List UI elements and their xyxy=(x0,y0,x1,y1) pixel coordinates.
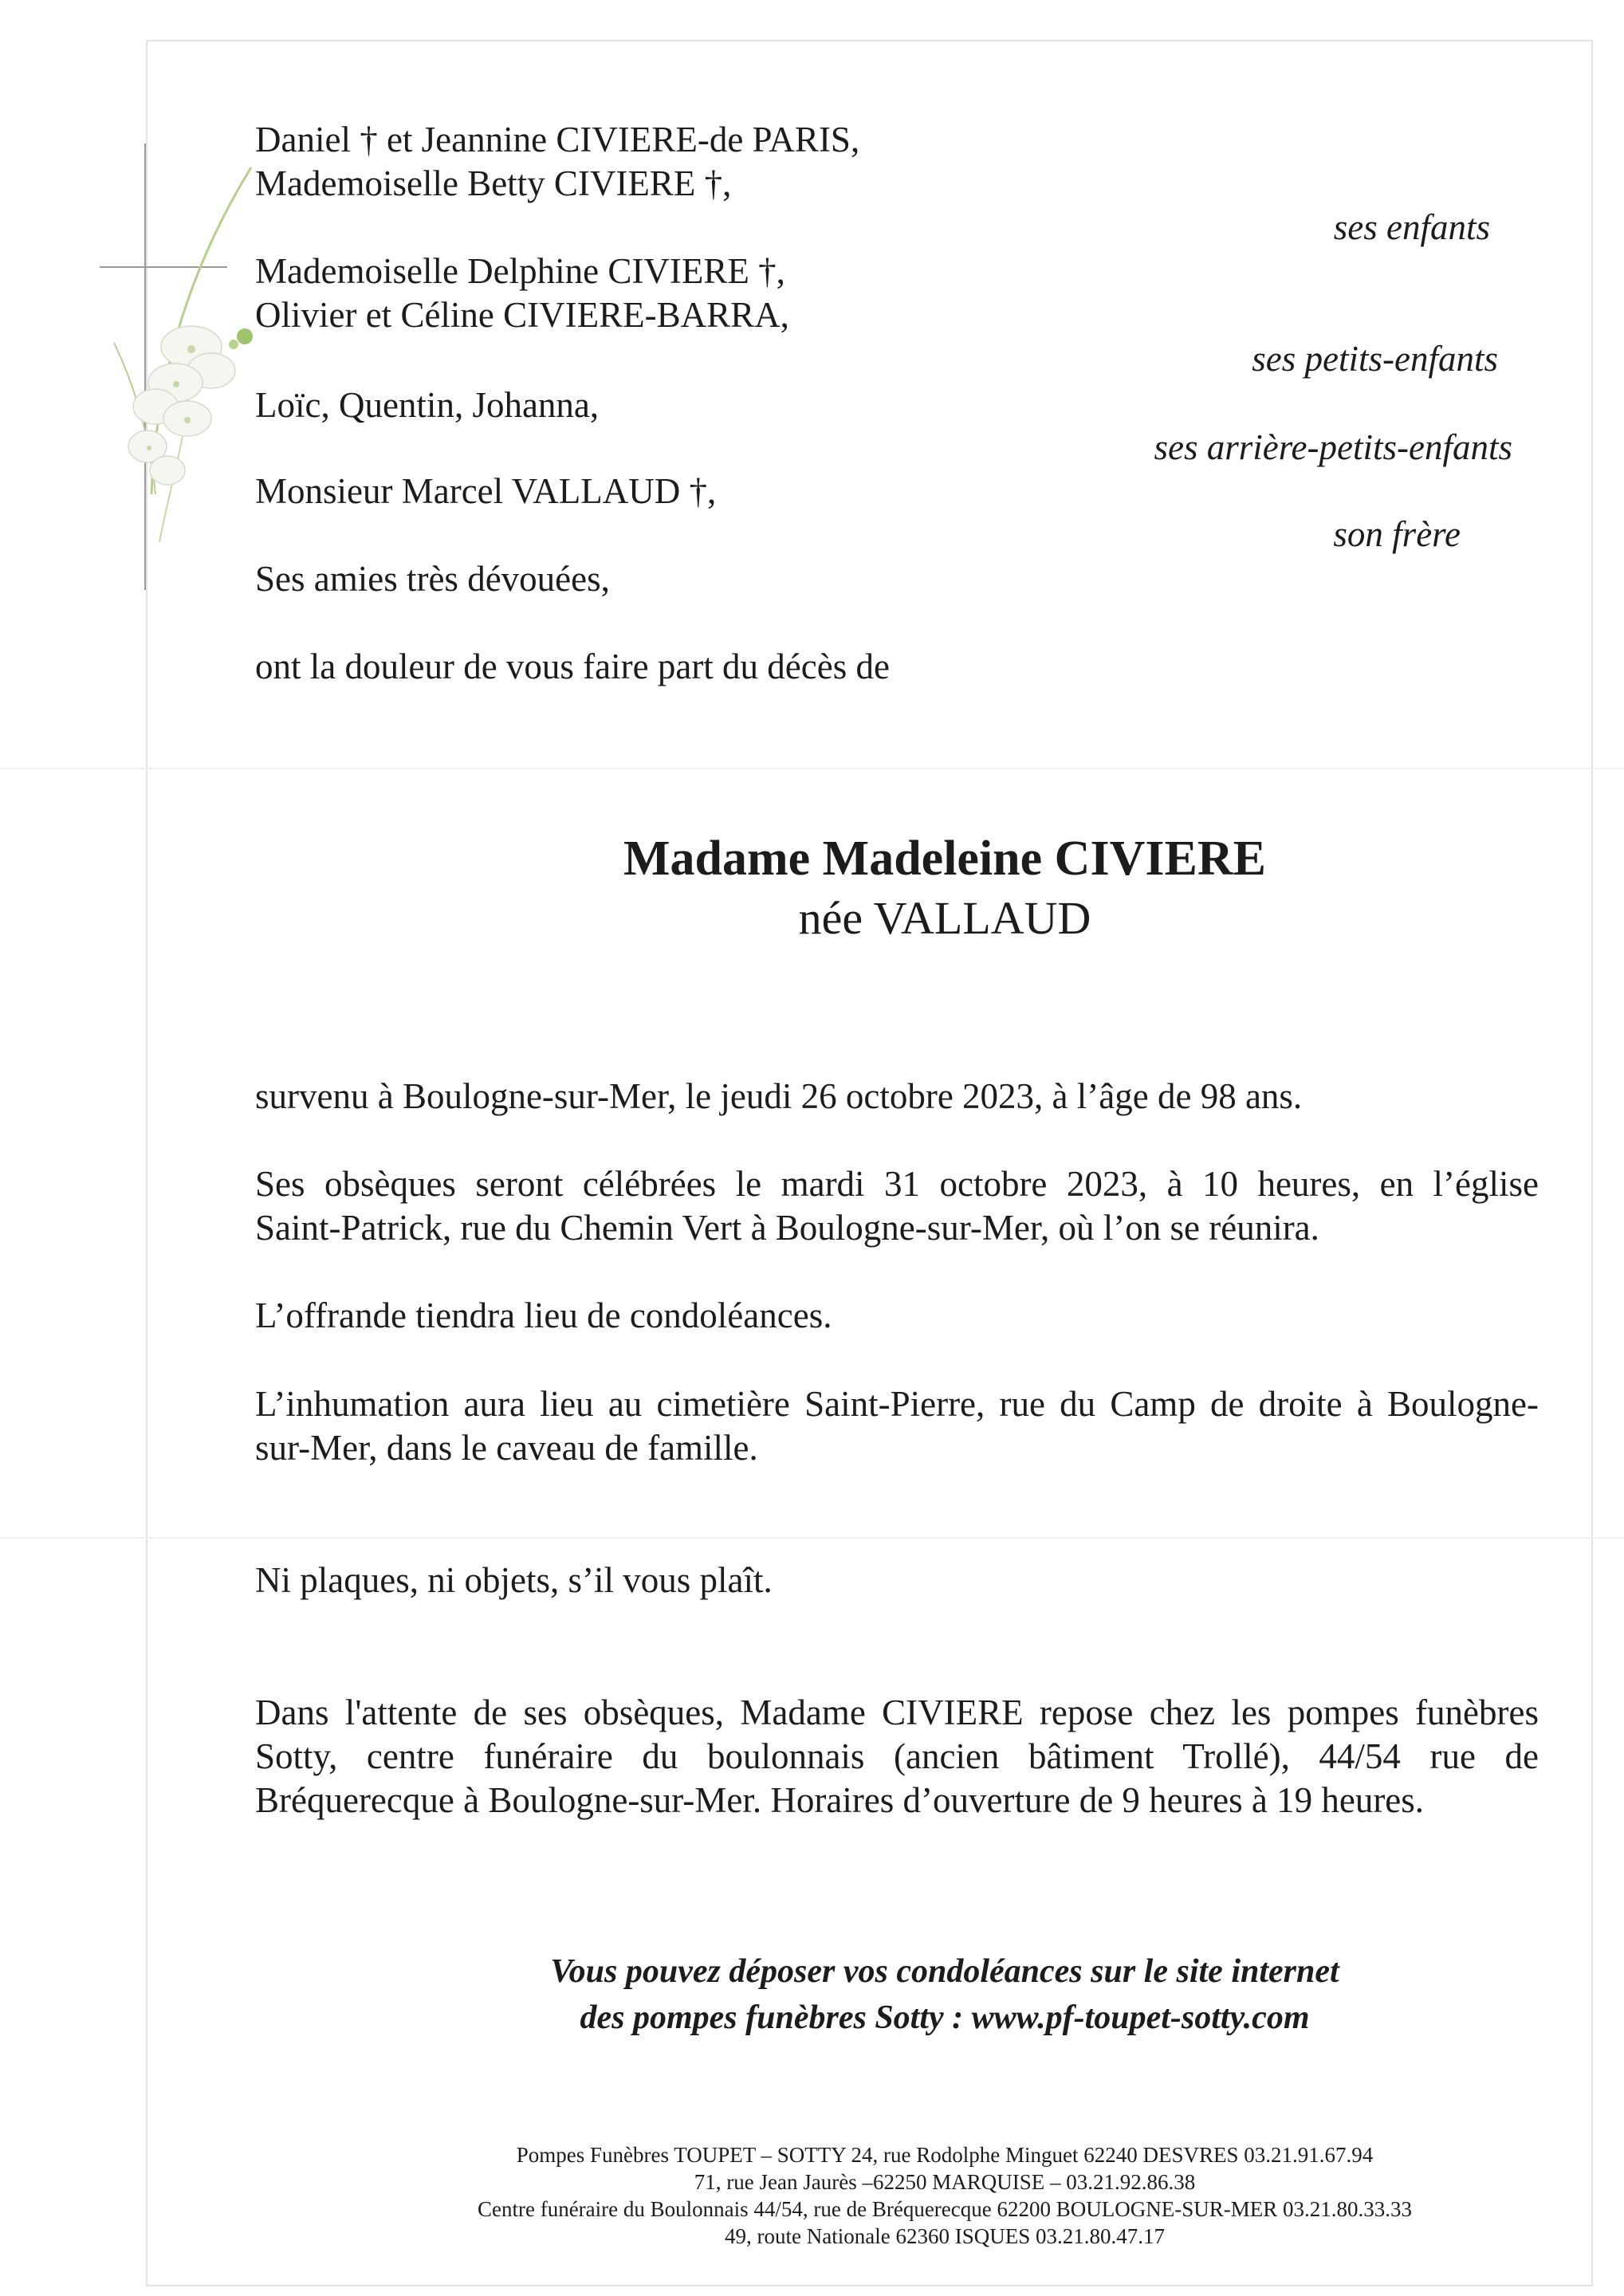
condolences-line2: des pompes funèbres Sotty : www.pf-toupet-sotty.com xyxy=(580,1999,1310,2036)
burial-details-line2: sur-Mer, dans le caveau de famille. xyxy=(255,1428,758,1468)
no-plaques-note: Ni plaques, ni objets, s’il vous plaît. xyxy=(255,1560,773,1600)
family-line-daniel-jeannine: Daniel † et Jeannine CIVIERE-de PARIS, xyxy=(255,120,860,159)
funeral-details-line2: Saint-Patrick, rue du Chemin Vert à Boulogne-sur-Mer, où l’on se réunira. xyxy=(255,1208,1319,1248)
deceased-maiden-name: née VALLAUD xyxy=(798,892,1091,944)
family-line-friends: Ses amies très dévouées, xyxy=(255,559,610,599)
footer-line4: 49, route Nationale 62360 ISQUES 03.21.80.47.17 xyxy=(725,2224,1165,2248)
fold-line-upper xyxy=(0,768,1624,769)
family-line-olivier-celine: Olivier et Céline CIVIERE-BARRA, xyxy=(255,295,789,335)
offering-note: L’offrande tiendra lieu de condoléances. xyxy=(255,1295,832,1335)
role-grandchildren: ses petits-enfants xyxy=(1252,339,1498,379)
burial-details-line1: L’inhumation aura lieu au cimetière Saint-Pierre, rue du Camp de droite à Boulogne- xyxy=(255,1384,1539,1424)
funeral-details-line1: Ses obsèques seront célébrées le mardi 31 octobre 2023, à 10 heures, en l’église xyxy=(255,1164,1539,1204)
footer-line3: Centre funéraire du Boulonnais 44/54, rue de Bréquerecque 62200 BOULOGNE-SUR-MER 03.21.80.33.33 xyxy=(477,2197,1413,2221)
rest-details-line1: Dans l'attente de ses obsèques, Madame CIVIERE repose chez les pompes funèbres xyxy=(255,1693,1539,1732)
cross-orchid-icon xyxy=(100,144,283,590)
role-great-grandchildren: ses arrière-petits-enfants xyxy=(1154,427,1512,467)
role-children: ses enfants xyxy=(1333,207,1490,247)
family-line-marcel: Monsieur Marcel VALLAUD †, xyxy=(255,471,717,511)
family-line-grandchildren-names: Loïc, Quentin, Johanna, xyxy=(255,385,600,425)
death-details: survenu à Boulogne-sur-Mer, le jeudi 26 octobre 2023, à l’âge de 98 ans. xyxy=(255,1076,1303,1116)
rest-details-line3: Bréquerecque à Boulogne-sur-Mer. Horaires d’ouverture de 9 heures à 19 heures. xyxy=(255,1780,1425,1820)
rest-details-line2: Sotty, centre funéraire du boulonnais (ancien bâtiment Trollé), 44/54 rue de xyxy=(255,1736,1539,1776)
footer-line2: 71, rue Jean Jaurès –62250 MARQUISE – 03.21.92.86.38 xyxy=(694,2170,1196,2194)
footer-line1: Pompes Funèbres TOUPET – SOTTY 24, rue Rodolphe Minguet 62240 DESVRES 03.21.91.67.94 xyxy=(516,2143,1374,2167)
family-line-betty: Mademoiselle Betty CIVIERE †, xyxy=(255,163,732,203)
role-brother: son frère xyxy=(1333,514,1461,554)
condolences-line1: Vous pouvez déposer vos condoléances sur le site internet xyxy=(550,1953,1339,1990)
family-line-delphine: Mademoiselle Delphine CIVIERE †, xyxy=(255,251,785,291)
announcement-intro: ont la douleur de vous faire part du décès de xyxy=(255,647,890,686)
fold-line-lower xyxy=(0,1537,1624,1539)
deceased-name: Madame Madeleine CIVIERE xyxy=(623,832,1266,886)
